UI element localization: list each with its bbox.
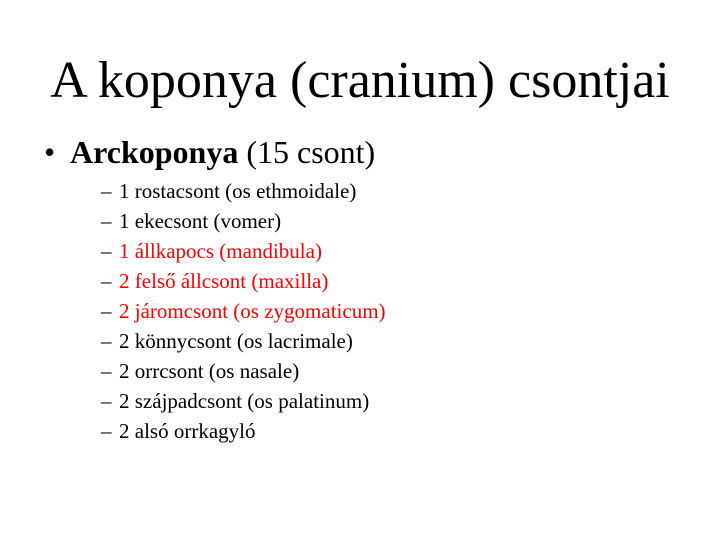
- list-item-text: 2 szájpadcsont (os palatinum): [119, 389, 370, 413]
- dash-icon: –: [101, 179, 112, 203]
- list-item-text: 2 felső állcsont (maxilla): [119, 269, 329, 293]
- dash-icon: –: [101, 419, 112, 443]
- list-item-text: 2 orrcsont (os nasale): [119, 359, 300, 383]
- dash-icon: –: [101, 269, 112, 293]
- slide-title: A koponya (cranium) csontjai: [50, 52, 670, 109]
- list-item: [101, 206, 386, 236]
- list-item: [101, 296, 386, 326]
- list-item-text: 2 járomcsont (os zygomaticum): [119, 299, 386, 323]
- dash-icon: –: [101, 359, 112, 383]
- dash-icon: –: [101, 209, 112, 233]
- list-item: [101, 416, 386, 446]
- list-item: [101, 236, 386, 266]
- section-heading-count: (15 csont): [238, 134, 376, 170]
- section-heading-bold: Arckoponya: [70, 134, 239, 170]
- dash-icon: –: [101, 299, 112, 323]
- dash-icon: –: [101, 239, 112, 263]
- list-item-text: 1 rostacsont (os ethmoidale): [119, 179, 357, 203]
- list-item-text: 2 könnycsont (os lacrimale): [119, 329, 353, 353]
- list-item-text: 1 ekecsont (vomer): [119, 209, 282, 233]
- list-item-text: 2 alsó orrkagyló: [119, 419, 256, 443]
- list-item: [101, 326, 386, 356]
- list-item-text: 1 állkapocs (mandibula): [119, 239, 322, 263]
- bullet-icon: •: [44, 134, 56, 170]
- list-item: [101, 386, 386, 416]
- dash-icon: –: [101, 389, 112, 413]
- section-heading: [44, 132, 375, 172]
- list-item: [101, 176, 386, 206]
- list-item: [101, 266, 386, 296]
- dash-icon: –: [101, 329, 112, 353]
- bone-list: [101, 176, 386, 446]
- list-item: [101, 356, 386, 386]
